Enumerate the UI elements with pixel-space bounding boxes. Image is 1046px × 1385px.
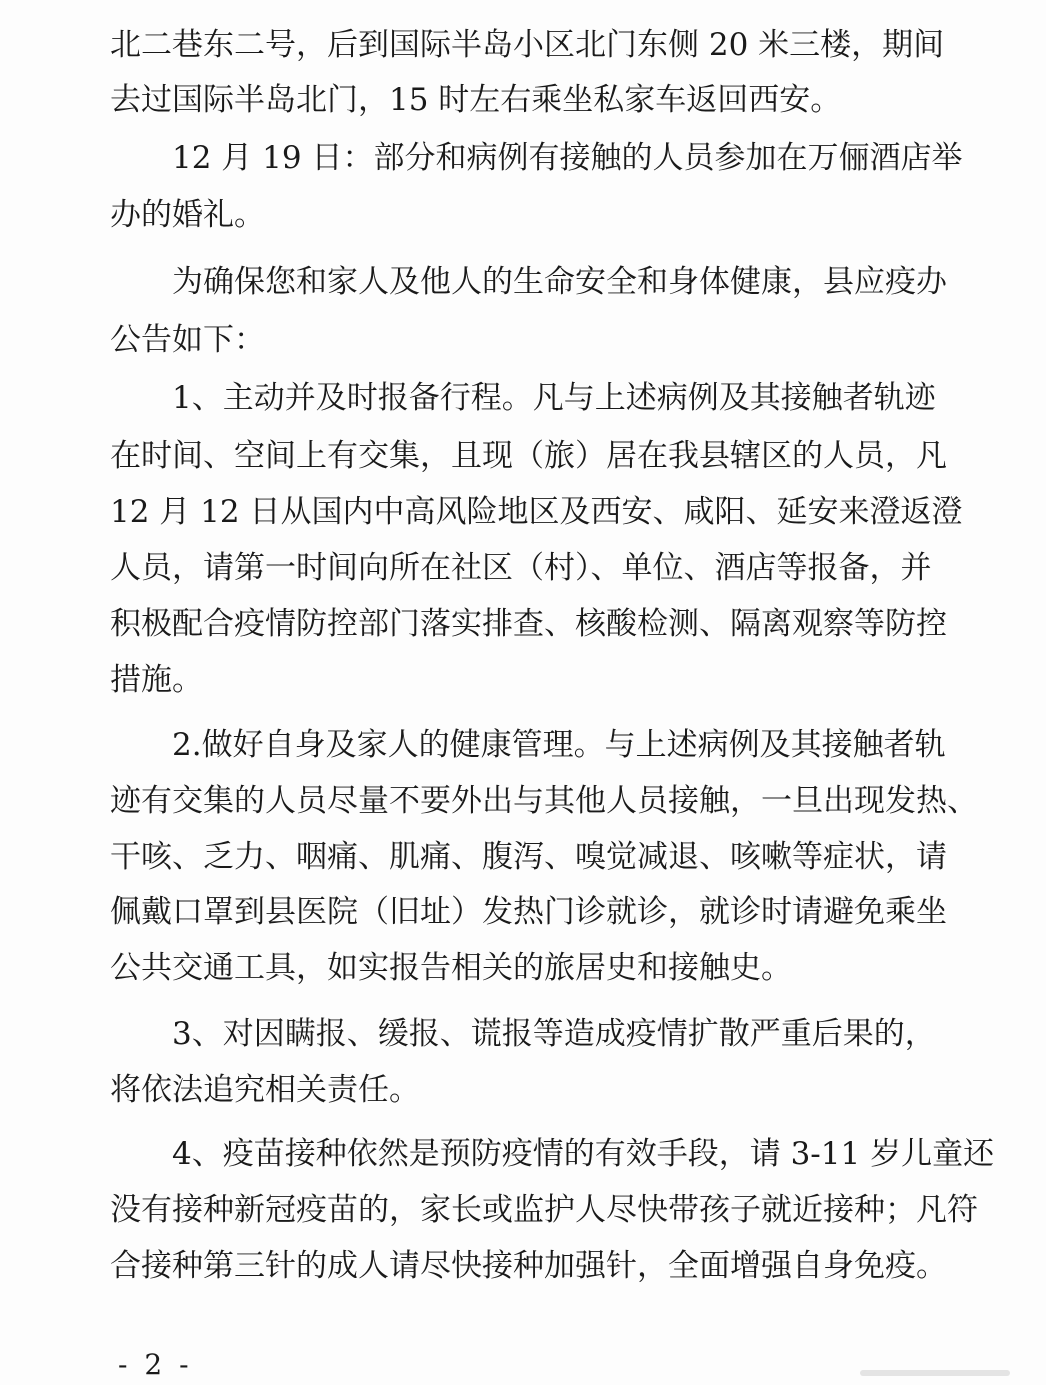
text-line: 办的婚礼。 xyxy=(110,197,265,233)
text-line: 将依法追究相关责任。 xyxy=(110,1072,420,1108)
text-line: 干咳、乏力、咽痛、肌痛、腹泻、嗅觉减退、咳嗽等症状，请 xyxy=(110,839,947,875)
text-line: 迹有交集的人员尽量不要外出与其他人员接触，一旦出现发热、 xyxy=(110,783,978,819)
text-line: 12 月 19 日：部分和病例有接触的人员参加在万俪酒店举 xyxy=(172,140,963,176)
text-line: 去过国际半岛北门，15 时左右乘坐私家车返回西安。 xyxy=(110,82,842,118)
text-line: 3、对因瞒报、缓报、谎报等造成疫情扩散严重后果的， xyxy=(172,1016,936,1052)
text-line: 积极配合疫情防控部门落实排查、核酸检测、隔离观察等防控 xyxy=(110,606,947,642)
text-line: 在时间、空间上有交集，且现（旅）居在我县辖区的人员，凡 xyxy=(110,438,947,474)
text-line: 合接种第三针的成人请尽快接种加强针，全面增强自身免疫。 xyxy=(110,1248,947,1284)
text-line: 1、主动并及时报备行程。凡与上述病例及其接触者轨迹 xyxy=(172,380,936,416)
text-line: 措施。 xyxy=(110,662,203,698)
text-line: 2.做好自身及家人的健康管理。与上述病例及其接触者轨 xyxy=(172,727,946,763)
text-line: 公告如下： xyxy=(110,322,265,358)
text-line: 为确保您和家人及他人的生命安全和身体健康，县应疫办 xyxy=(172,264,947,300)
scan-smudge xyxy=(860,1370,1010,1376)
text-line: 人员，请第一时间向所在社区（村）、单位、酒店等报备，并 xyxy=(110,550,932,586)
text-line: 4、疫苗接种依然是预防疫情的有效手段，请 3-11 岁儿童还 xyxy=(172,1136,995,1172)
text-line: 北二巷东二号，后到国际半岛小区北门东侧 20 米三楼，期间 xyxy=(110,27,945,63)
text-line: 公共交通工具，如实报告相关的旅居史和接触史。 xyxy=(110,950,792,986)
page-number: - 2 - xyxy=(118,1348,193,1381)
text-line: 佩戴口罩到县医院（旧址）发热门诊就诊，就诊时请避免乘坐 xyxy=(110,894,947,930)
text-line: 12 月 12 日从国内中高风险地区及西安、咸阳、延安来澄返澄 xyxy=(110,494,963,530)
text-line: 没有接种新冠疫苗的，家长或监护人尽快带孩子就近接种；凡符 xyxy=(110,1192,978,1228)
